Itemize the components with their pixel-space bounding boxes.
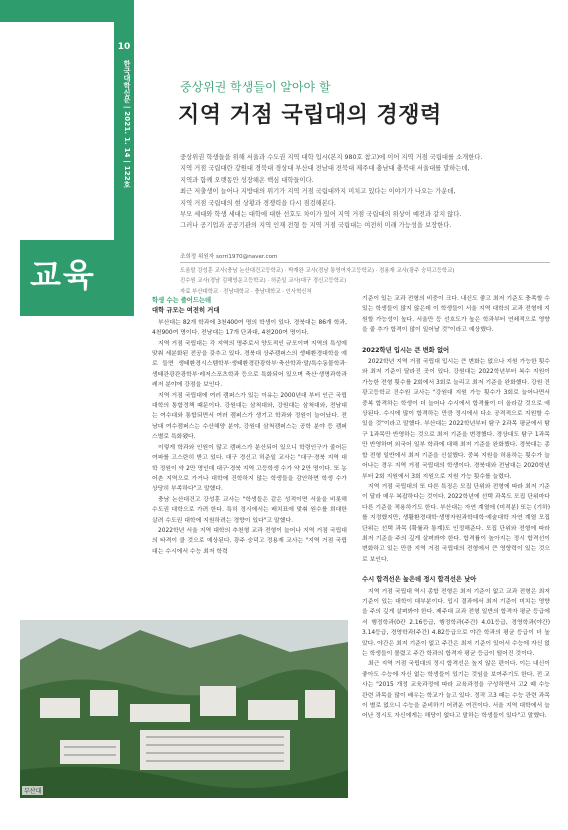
subheading-black: 대학 규모는 여전히 거대	[152, 307, 220, 315]
body-paragraph: 2022학년 지역 거점 국립대 입시는 큰 변화는 없으나 지원 가능한 횟수와 최저 기준이 달라진 곳이 있다. 강원대는 2022학년부터 복수 지원이 가능한 전형 횟수를 2회에서 3회로 늘리고 최저 기준을 완화했다. 강원 진광고등학교 진수원 교사는 "강원대 지원 가능 횟수가 3회로 늘어나면서 중복 합격하는 학생이 더 늘어나 수시에서 합격률이 더 올라갈 것으로 예상된다. 수시에 많이 합격하는 만큼 정시에서 다소 공격적으로 지원할 수 있을 것"이라고 말했다. 부산대는 2022학년부터 탐구 2과목 평균에서 탐구 1과목만 반영하는 것으로 최저 기준을 변경했다. 경상대도 탐구 1과목만 반영하며 외국어 일부 학과에 대해 최저 기준을 완화했다. 경북대는 종합 전형 일반에서 최저 기준을 신설했다. 중복 지원을 허용하는 횟수가 늘어나는 경우 지역 거점 국립대의 학생이다. 경북대와 전남대는 2020학년부터 2회 지원에서 3회 지원으로 지원 가능 횟수를 늘렸다.	[362, 359, 550, 480]
campus-illustration	[20, 620, 348, 798]
lead-line: 지역과 함께 오랫동안 성장해온 핵심 대학들이다.	[180, 176, 314, 184]
article-title: 지역 거점 국립대의 경쟁력	[178, 103, 442, 128]
body-paragraph: 기준이 있는 교과 전형의 비중이 크다. 내신도 좋고 최저 기준도 충족할 수 있는 학생들이 많지 않은데 이 학생들이 서울 지역 대학의 교과 전형에 지원할 가능성이 높다. 서울만 등 선호도가 높은 학과부터 연쇄적으로 영향을 줄 추가 합격이 많이 일어날 것"이라고 예상했다.	[362, 296, 550, 334]
lead-line: 중상위권 학생들을 위해 서울과 수도권 지역 대학 입시(본지 980호 참고)에 이어 지역 거점 국립대를 소개한다.	[180, 154, 483, 161]
lead-line: 그러나 공기업과 공공기관의 지역 인재 전형 등 지역 거점 국립대는 여전히 미래 가능성을 보장한다.	[180, 222, 452, 230]
article-kicker: 중상위권 학생들이 알아야 할	[180, 80, 331, 94]
lead-line: 최근 저출생이 늘어나 지방대의 위기가 지역 거점 국립대까지 미치고 있다는 이야기가 나오는 가운데,	[180, 188, 456, 196]
running-head: 한국대학신문 | 2021. 1. 14 | 122호	[123, 60, 131, 189]
contributor-line: 도움말 강성훈 교사(충남 논산대건고등학교) · 박재완 교사(경남 통영여자고등학교) · 정용재 교사(광주 숭덕고등학교)	[180, 268, 455, 274]
body-column-right	[362, 294, 550, 722]
body-paragraph: 최근 지역 거점 국립대의 정시 합격선은 높지 않은 편이다. 이는 내신이 좋아도 수능에 자신 없는 학생들이 있기는 것임을 보여주기도 한다. 전 교사는 "2015 개정 교육과정에 따라 교육과정을 구성하면서 고2 때 수능 관련 과목을 많이 배우는 학교가 늘고 있다. 정작 고3 때는 수능 관련 과목이 별로 없으니 수능을 준비하기 어려운 여건이다. 서울 지역 대학에서 늘어난 정시도 자신에게는 해당이 없다고 말하는 학생들이 있다"고 말했다.	[362, 661, 550, 720]
section-label: 교육	[30, 256, 96, 294]
body-paragraph: 이렇게 학과와 인원이 많고 캠퍼스가 분산되어 있으니 학령인구가 줄어든 여파를 고스란히 받고 있다. 대구 경신고 허준일 교사는 "대구·경북 지역 대학 정원이 약 2만 명인데 대구·경북 지역 고등학생 수가 약 2만 명이다. 또 농어촌 지역으로 가거나 대학에 진학하지 않는 학생들을 감안하면 학생 수가 상당히 부족하다"고 말했다.	[152, 444, 347, 493]
subheading: 수시 합격선은 높은데 정시 합격선은 낮아	[362, 576, 477, 584]
body-paragraph: 2022학년 서울 지역 대학의 추천형 교과 전형이 늘어나 지역 거점 국립대의 타격이 클 것으로 예상된다. 광주 숭덕고 정용재 교사는 "지역 거점 국립대는 수시에서 수능 최저 학력	[152, 527, 347, 555]
body-column-left	[152, 294, 347, 557]
body-paragraph: 충남 논산대건고 강성훈 교사는 "학생들은 같은 성적이면 서울을 비롯해 수도권 대학으로 가려 한다. 특히 정시에서는 배치표에 맞춰 원수를 희대한 살려 수도권 대학에 지원하려는 경향이 있다"고 말했다.	[152, 496, 347, 524]
author-line: 조희정 위원자 sorri1970@naver.com	[180, 254, 278, 260]
body-paragraph: 지역 거점 국립대에 여러 캠퍼스가 있는 이유는 2000년대 부터 인근 국립대학의 통합정책 때문이다. 강원대는 삼척대와, 강원대는 삼척대와, 전남대는 여수대와 통합되면서 여러 캠퍼스가 생기고 학과와 정원이 늘어났다. 전남대 여수캠퍼스는 수산해양 분야, 강원대 삼척캠퍼스는 공학 분야 등 캠퍼스별로 특화됐다.	[152, 392, 347, 441]
lead-line: 지역 거점 국립대의 현 상황과 경쟁력을 다시 점검해본다.	[180, 199, 336, 207]
campus-photo	[20, 620, 348, 798]
lead-line: 지역 거점 국립대란 강원대 경북대 경상대 부산대 전남대 전북대 제주대 충남대 충북대 서울대를 말하는데,	[180, 165, 470, 173]
subheading-green: 학생 수는 줄어드는데	[152, 297, 212, 304]
lead-line: 부모 세대와 학생 세대는 대학에 대한 선호도 차이가 있어 지역 거점 국립대의 위상이 예전과 같지 않다.	[180, 211, 462, 219]
contributor-line: 진수원 교사(경남 김해영운고등학교) · 허준일 교사(대구 경신고등학교)	[180, 278, 347, 285]
body-paragraph: 부산대는 82개 학과에 3천400여 명의 학생이 있다. 경북대는 86개 학과, 4천900여 명이다. 전남대는 17개 단과대, 4천200여 명이다.	[152, 319, 347, 337]
top-green-bar	[0, 0, 114, 22]
contributor-line: 자료 부산대학교 · 전남대학교 · 충남대학교 · 인사혁신처	[180, 288, 312, 295]
divider	[180, 262, 550, 263]
body-paragraph: 지역 거점 국립대 역시 종합 전형은 최저 기준이 없고 교과 전형은 최저 기준이 있는 대학이 대부분이다. 입시 결과에서 최저 기준이 미치는 영향을 주의 깊게 살펴봐야 한다. 제주대 교과 전형 일반의 합격자 평균 등급에서 행정학과(0칸 2.16등급, 행정학과(주간) 4.01등급, 경영학과(야간) 3.14등급, 경영학과(주간) 4.82등급으로 야간 학과의 평균 등급이 더 높았다. 야간은 최저 기준이 없고 주간은 최저 기준이 있어서 수능에 자신 없는 학생들이 몰렸고 주간 학과의 합격자 평균 등급이 떨어진 것이다.	[362, 588, 550, 657]
photo-caption: 부산대	[24, 788, 42, 795]
body-paragraph: 지역 거점 국립대의 또 다른 특징은 모집 단위와 전형에 따라 최저 기준이 달라 매우 복잡하다는 것이다. 2022학년에 선택 과목도 모집 단위마다 다른 기준을 적용하기도 한다. 부산대는 자연 계열에 (미적분) 또는 (기하)를 지정했지만, 생활환경대학·생명자원과학대학·예술대학 자연 계열 모집 단위는 선택 과목 (확률과 통계)도 인정해준다. 모집 단위와 전형에 따라 최저 기준을 주의 깊게 살펴봐야 한다. 합격률이 높아지는 정시 합격선이 변화하고 있는 만큼 지역 거점 국립대의 전형에서 큰 영향력이 있는 것으로 보인다.	[362, 483, 550, 563]
subheading: 2022학년 입시는 큰 변화 없어	[362, 346, 450, 354]
contributors	[180, 266, 550, 297]
page-number: 10	[117, 42, 131, 52]
article-lead	[180, 152, 550, 232]
body-paragraph: 지역 거점 국립대는 각 지역의 명주로서 양도적인 규모이며 지역의 특성에 맞춰 세분화된 전공을 갖추고 있다. 경북대 상주캠퍼스의 생태환경대학을 예로 들면 생태환경시스템학부·생태환경관광학부·축산학과·말/특수동물학과·생태관광관광학부·레저스포츠학과 등으로 특화되어 있으며 축산·생명과학과 레저 분야에 강점을 보인다.	[152, 340, 347, 389]
